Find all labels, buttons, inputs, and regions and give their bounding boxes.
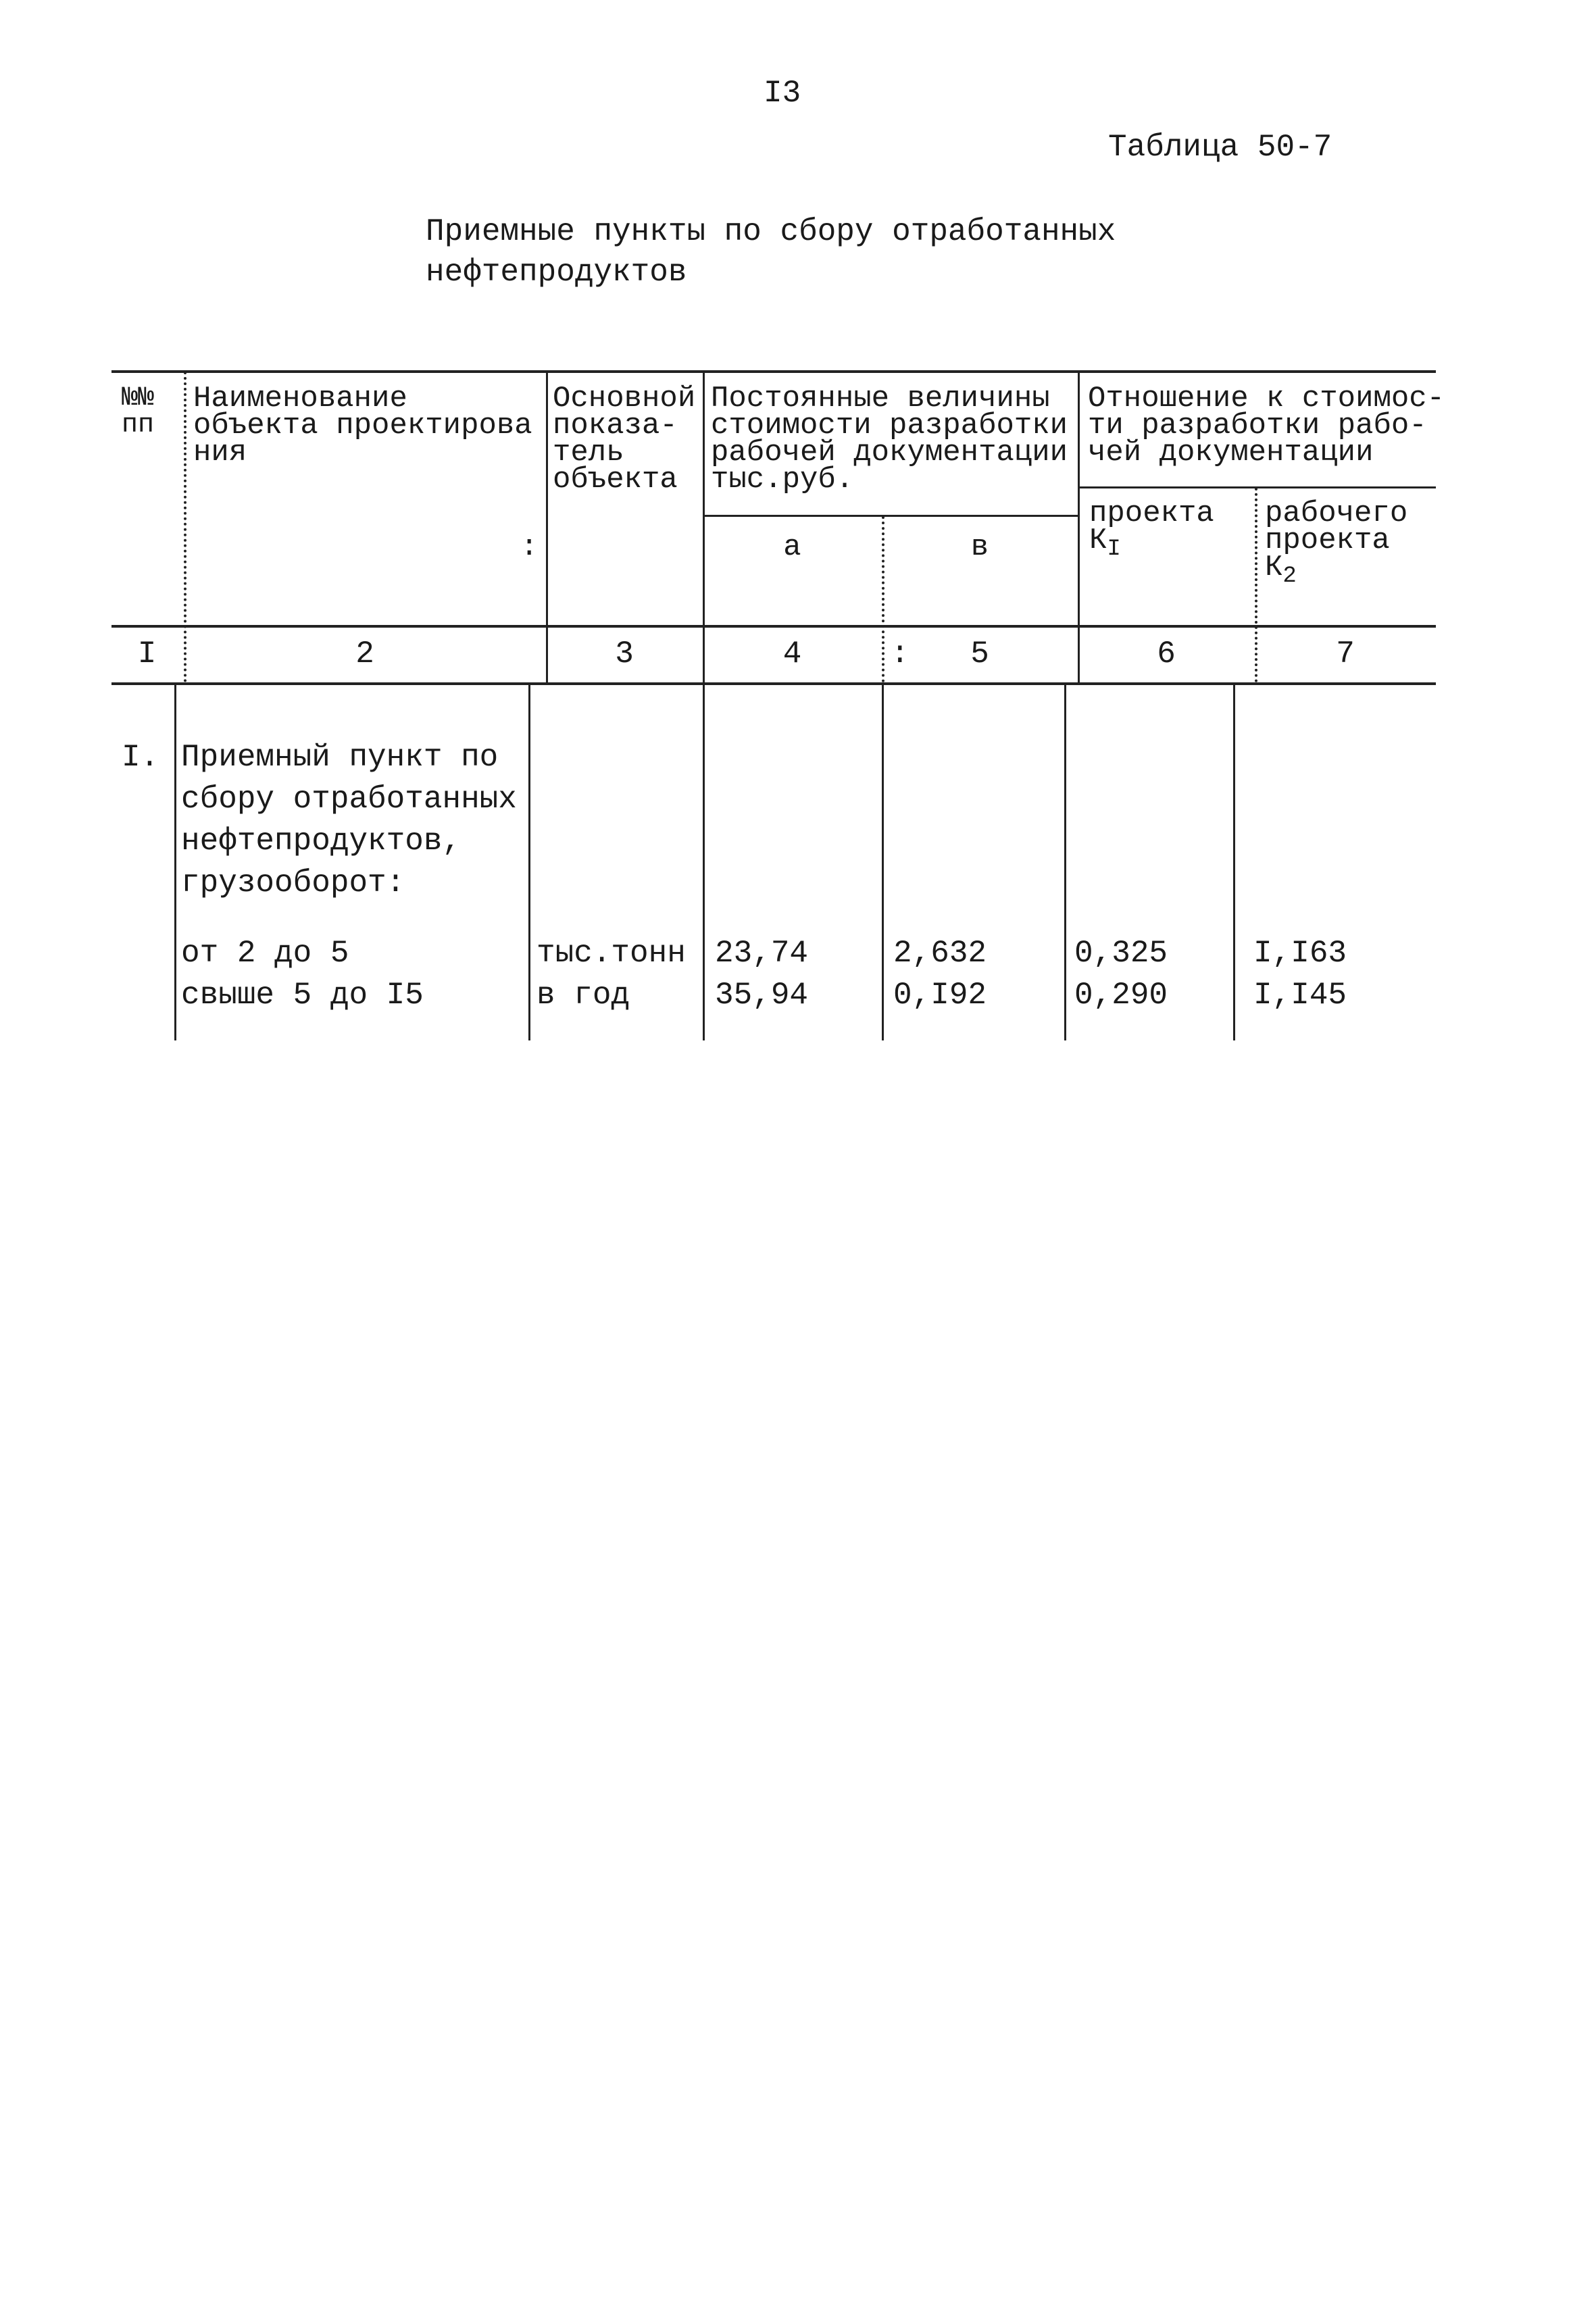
header-col2: Наименование объекта проектирова ния: [193, 382, 532, 470]
table-label: Таблица 50-7: [1108, 130, 1332, 165]
rule-header-bottom: [111, 625, 1436, 628]
colnum-1: I: [137, 636, 157, 672]
header-col67: Отношение к стоимос- ти разработки рабо- чей документации: [1088, 382, 1445, 470]
vrule-b-1: [174, 684, 176, 1040]
value-a-2: 35,94: [715, 978, 809, 1013]
rule-sub-45: [703, 515, 1078, 517]
value-k2-2: I,I45: [1253, 978, 1347, 1013]
header-col7: рабочего проекта $К_2$: [1265, 497, 1408, 589]
colnum-7: 7: [1336, 636, 1355, 672]
rule-numbers-bottom: [111, 682, 1436, 685]
colnum-3: 3: [615, 636, 634, 672]
value-b-2: 0,I92: [893, 978, 987, 1013]
row-unit: тыс.тонн в год: [537, 936, 686, 1013]
table-title-line-1: Приемные пункты по сбору отработанных: [426, 214, 1116, 249]
colnum-mark: :: [891, 636, 909, 672]
value-b-1: 2,632: [893, 936, 987, 971]
vrule-b-2: [528, 684, 530, 1040]
colnum-5: 5: [970, 636, 989, 672]
header-col6: проекта $К_I$: [1089, 497, 1214, 562]
page-number: I3: [764, 76, 801, 111]
header-col3: Основной показа- тель объекта: [553, 382, 696, 497]
colnum-4: 4: [782, 636, 802, 672]
header-col5: в: [970, 530, 989, 564]
rule-top: [111, 370, 1436, 373]
vrule-b-6: [1233, 684, 1235, 1040]
header-col1: №№ пп: [122, 383, 155, 441]
header-col45: Постоянные величины стоимости разработки рабочей документации тыс.руб.: [711, 382, 1068, 497]
row-number: I.: [122, 740, 159, 775]
value-k2-1: I,I63: [1253, 936, 1347, 971]
vrule-b-4: [882, 684, 884, 1040]
range-2: свыше 5 до I5: [181, 978, 424, 1013]
value-a-1: 23,74: [715, 936, 809, 971]
vrule-b-5: [1064, 684, 1066, 1040]
header-col4: а: [783, 530, 801, 564]
value-k1-2: 0,290: [1074, 978, 1168, 1013]
table-title-line-2: нефтепродуктов: [426, 255, 687, 290]
header-col2-mark: :: [520, 530, 539, 564]
row-name: Приемный пункт по сбору отработанных нефтепродуктов, грузооборот:: [181, 740, 517, 901]
range-1: от 2 до 5: [181, 936, 349, 971]
colnum-6: 6: [1157, 636, 1176, 672]
value-k1-1: 0,325: [1074, 936, 1168, 971]
colnum-2: 2: [355, 636, 374, 672]
vrule-b-3: [703, 684, 705, 1040]
